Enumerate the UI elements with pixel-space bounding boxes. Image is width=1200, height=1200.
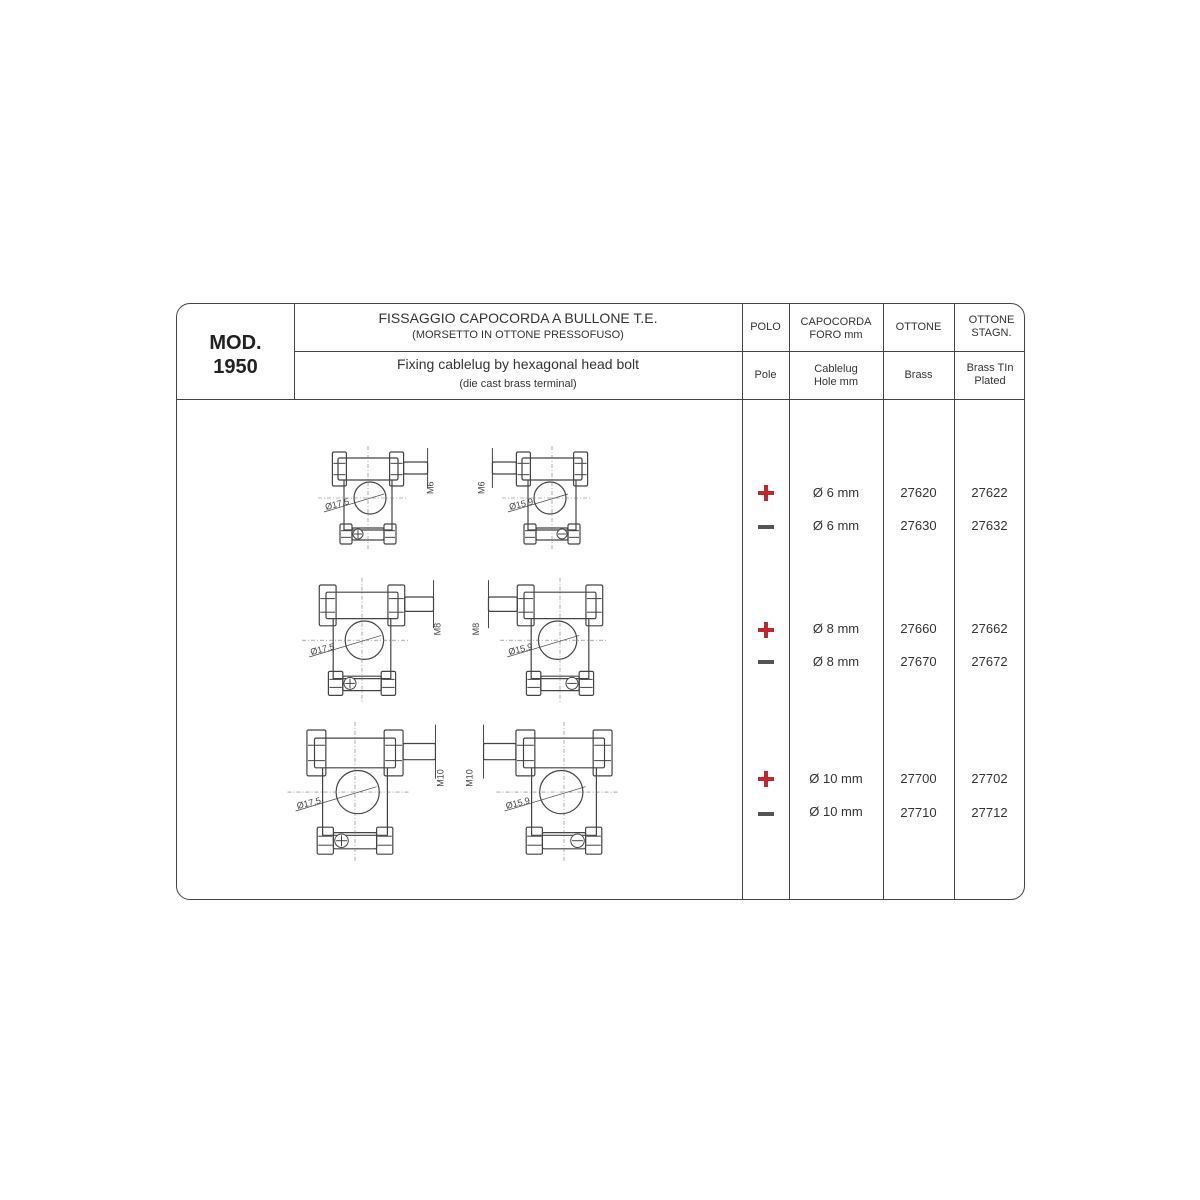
diameter-label: Ø15,9	[507, 641, 534, 657]
hex-nut	[317, 827, 333, 854]
model-prefix: MOD.	[209, 332, 262, 354]
col-header-hole-it: CAPOCORDA FORO mm	[800, 316, 872, 341]
hex-nut	[579, 671, 593, 695]
col-header-pole-it: POLO	[750, 321, 781, 333]
terminal-drawing	[471, 578, 608, 703]
diameter-label: Ø17,5	[295, 795, 322, 811]
hole-size: Ø 8 mm	[812, 621, 860, 636]
brass-code: 27630	[900, 518, 937, 533]
tin-code: 27712	[971, 805, 1008, 820]
hole-size: Ø 6 mm	[812, 485, 860, 500]
diameter-label: Ø17,5	[324, 496, 351, 512]
terminal-drawing	[476, 446, 592, 550]
model-number: 1950	[213, 356, 258, 378]
threaded-stud	[492, 462, 516, 474]
brass-code: 27670	[900, 654, 937, 669]
tin-code: 27662	[971, 621, 1008, 636]
bolt-size-label: M8	[432, 622, 443, 636]
hex-nut	[381, 671, 395, 695]
hole-size: Ø 10 mm	[809, 804, 863, 819]
bolt-size-label: M6	[476, 481, 487, 494]
title-it-main: FISSAGGIO CAPOCORDA A BULLONE T.E.	[378, 310, 658, 326]
col-header-tin-it: OTTONE STAGN.	[968, 314, 1015, 339]
col-header-hole-en: Cablelug Hole mm	[813, 363, 858, 388]
hex-nut	[568, 524, 580, 544]
threaded-stud	[403, 744, 435, 760]
title-it-sub: (MORSETTO IN OTTONE PRESSOFUSO)	[412, 329, 624, 341]
terminal-drawing	[465, 722, 618, 862]
hex-nut	[524, 524, 536, 544]
bolt-size-label: M8	[470, 622, 481, 636]
tin-code: 27632	[971, 518, 1008, 533]
bolt-size-label: M10	[435, 769, 446, 787]
col-header-brass-it: OTTONE	[895, 321, 942, 333]
hex-nut	[340, 524, 352, 544]
diameter-label: Ø15,9	[504, 795, 531, 811]
terminal-drawing	[302, 578, 443, 703]
bolt-size-label: M10	[464, 769, 475, 787]
hole-size: Ø 10 mm	[809, 771, 863, 786]
hole-size: Ø 6 mm	[812, 518, 860, 533]
hex-nut	[526, 671, 540, 695]
hex-nut	[384, 524, 396, 544]
hex-nut	[328, 671, 342, 695]
threaded-stud	[488, 597, 517, 611]
brass-code: 27710	[900, 805, 937, 820]
col-header-brass-en: Brass	[904, 369, 933, 381]
tin-code: 27672	[971, 654, 1008, 669]
col-header-tin-en: Brass TIn Plated	[966, 362, 1014, 387]
diameter-label: Ø15,9	[508, 496, 535, 512]
tin-code: 27622	[971, 485, 1008, 500]
threaded-stud	[484, 744, 516, 760]
hex-nut	[526, 827, 542, 854]
brass-code: 27660	[900, 621, 937, 636]
hex-nut	[377, 827, 393, 854]
threaded-stud	[404, 462, 428, 474]
brass-code: 27700	[900, 771, 937, 786]
hex-nut	[586, 827, 602, 854]
title-en-main: Fixing cablelug by hexagonal head bolt	[396, 356, 640, 372]
bolt-size-label: M6	[425, 481, 436, 494]
title-en-sub: (die cast brass terminal)	[459, 378, 577, 390]
hole-size: Ø 8 mm	[812, 654, 860, 669]
terminal-drawing	[318, 446, 436, 550]
terminal-drawing	[288, 722, 446, 862]
col-header-pole-en: Pole	[754, 369, 777, 381]
threaded-stud	[405, 597, 434, 611]
diameter-label: Ø17,5	[309, 641, 336, 657]
brass-code: 27620	[900, 485, 937, 500]
tin-code: 27702	[971, 771, 1008, 786]
